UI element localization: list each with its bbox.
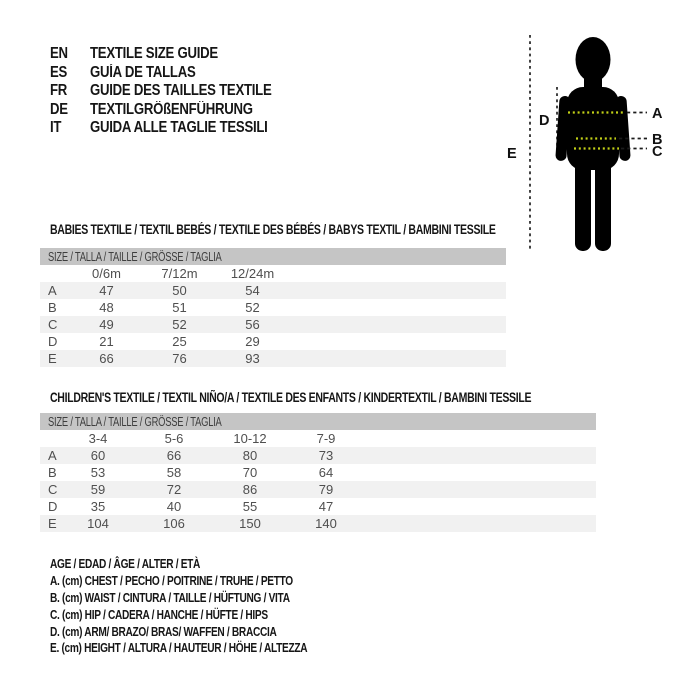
lang-row-it — [50, 119, 304, 138]
cell-value: 79 — [318, 482, 334, 497]
table-row-a — [40, 447, 596, 464]
cell-value: 55 — [242, 499, 258, 514]
cell-value: 52 — [245, 300, 260, 315]
legend-item-arm: D. (cm) ARM/ BRAZO/ BRAS/ WAFFEN / BRACCIA — [50, 623, 277, 639]
cell-value: 140 — [315, 516, 337, 531]
cell-value: 58 — [166, 465, 182, 480]
cell-value: 21 — [99, 334, 114, 349]
cell-value: 29 — [245, 334, 260, 349]
children-section-title: CHILDREN'S TEXTILE / TEXTIL NIÑO/A / TEXTILE DES ENFANTS / KINDERTEXTIL / BAMBINI TESSILE — [50, 390, 532, 405]
table-row-e — [40, 350, 506, 367]
measure-label-d: D — [539, 113, 550, 129]
cell-value: 51 — [172, 300, 187, 315]
cell-value: 50 — [172, 283, 187, 298]
row-letter: C — [48, 482, 58, 497]
lang-title: TEXTILE SIZE GUIDE — [90, 45, 218, 63]
row-letter: E — [48, 516, 57, 531]
age-column: 3-4 — [88, 431, 108, 446]
child-silhouette — [555, 37, 631, 251]
size-header-row — [40, 248, 506, 265]
language-title-list — [50, 45, 304, 138]
age-column: 7-9 — [316, 431, 336, 446]
row-letter: B — [48, 465, 57, 480]
measure-label-b: B — [652, 132, 663, 148]
lang-row-es — [50, 64, 304, 83]
cell-value: 86 — [242, 482, 258, 497]
lang-title: TEXTILGRÖßENFÜHRUNG — [90, 100, 253, 118]
table-row-b — [40, 299, 506, 316]
measurement-legend — [50, 555, 380, 656]
cell-value: 76 — [172, 351, 187, 366]
lang-title: GUIDE DES TAILLES TEXTILE — [90, 82, 272, 100]
lang-title: GUÍA DE TALLAS — [90, 63, 196, 81]
age-column: 0/6m — [92, 266, 121, 281]
babies-size-table — [40, 248, 506, 367]
measure-label-e: E — [507, 146, 517, 162]
table-row-e — [40, 515, 596, 532]
cell-value: 70 — [242, 465, 258, 480]
cell-value: 56 — [245, 317, 260, 332]
age-columns-row — [40, 430, 596, 447]
size-header-label: SIZE / TALLA / TAILLE / GRÖSSE / TAGLIA — [48, 414, 222, 429]
cell-value: 49 — [99, 317, 114, 332]
cell-value: 35 — [90, 499, 106, 514]
row-letter: A — [48, 283, 57, 298]
cell-value: 53 — [90, 465, 106, 480]
row-letter: D — [48, 499, 58, 514]
lang-row-en — [50, 45, 304, 64]
babies-section-title: BABIES TEXTILE / TEXTIL BEBÉS / TEXTILE DES BÉBÉS / BABYS TEXTIL / BAMBINI TESSILE — [50, 222, 496, 237]
legend-item-waist: B. (cm) WAIST / CINTURA / TAILLE / HÜFTUNG / VITA — [50, 589, 290, 605]
legend-item-height: E. (cm) HEIGHT / ALTURA / HAUTEUR / HÖHE / ALTEZZA — [50, 640, 308, 656]
cell-value: 47 — [99, 283, 114, 298]
table-row-d — [40, 498, 596, 515]
cell-value: 73 — [318, 448, 334, 463]
lang-row-de — [50, 101, 304, 120]
lang-code: DE — [50, 100, 68, 118]
table-row-c — [40, 316, 506, 333]
cell-value: 64 — [318, 465, 334, 480]
cell-value: 52 — [172, 317, 187, 332]
table-row-b — [40, 464, 596, 481]
age-column: 7/12m — [161, 266, 198, 281]
legend-item-hip: C. (cm) HIP / CADERA / HANCHE / HÜFTE / HIPS — [50, 606, 268, 622]
lang-row-fr — [50, 82, 304, 101]
row-letter: A — [48, 448, 57, 463]
table-row-d — [40, 333, 506, 350]
age-columns-row — [40, 265, 506, 282]
cell-value: 54 — [245, 283, 260, 298]
row-letter: C — [48, 317, 58, 332]
silhouette-torso — [567, 87, 619, 170]
row-letter: E — [48, 351, 57, 366]
lang-code: ES — [50, 63, 68, 81]
legend-item-chest: A. (cm) CHEST / PECHO / POITRINE / TRUHE / PETTO — [50, 572, 293, 588]
lang-code: EN — [50, 45, 68, 63]
table-row-a — [40, 282, 506, 299]
cell-value: 106 — [163, 516, 185, 531]
table-row-c — [40, 481, 596, 498]
size-header-label: SIZE / TALLA / TAILLE / GRÖSSE / TAGLIA — [48, 249, 222, 264]
lang-code: IT — [50, 119, 62, 137]
row-letter: B — [48, 300, 57, 315]
cell-value: 25 — [172, 334, 187, 349]
age-column: 5-6 — [164, 431, 184, 446]
lang-title: GUIDA ALLE TAGLIE TESSILI — [90, 119, 268, 137]
cell-value: 66 — [166, 448, 182, 463]
measure-label-a: A — [652, 106, 663, 122]
lang-code: FR — [50, 82, 68, 100]
legend-age-line: AGE / EDAD / ÂGE / ALTER / ETÀ — [50, 555, 201, 571]
cell-value: 66 — [99, 351, 114, 366]
cell-value: 60 — [90, 448, 106, 463]
cell-value: 80 — [242, 448, 258, 463]
age-column: 10-12 — [233, 431, 267, 446]
cell-value: 48 — [99, 300, 114, 315]
age-column: 12/24m — [230, 266, 275, 281]
cell-value: 72 — [166, 482, 182, 497]
measure-label-c: C — [652, 144, 663, 160]
cell-value: 40 — [166, 499, 182, 514]
cell-value: 93 — [245, 351, 260, 366]
children-size-table — [40, 413, 596, 532]
size-header-row — [40, 413, 596, 430]
row-letter: D — [48, 334, 58, 349]
cell-value: 150 — [239, 516, 261, 531]
cell-value: 59 — [90, 482, 106, 497]
cell-value: 47 — [318, 499, 334, 514]
cell-value: 104 — [87, 516, 109, 531]
